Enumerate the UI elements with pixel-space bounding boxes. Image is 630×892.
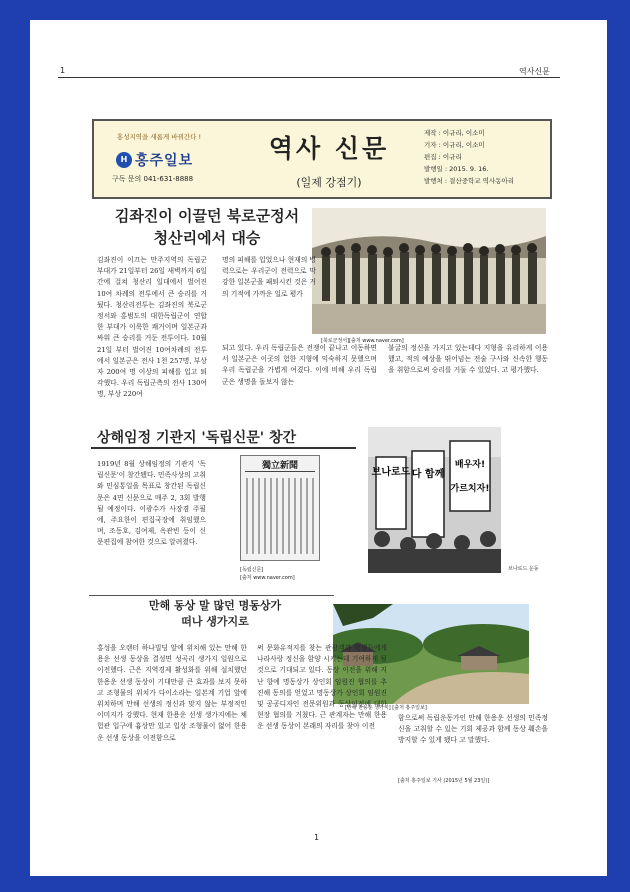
header-page-number: 1 [60, 66, 66, 75]
article3-source-note: [출처 홍주일보 기사 (2015년 5월 23일)] [398, 778, 490, 784]
masthead-info [424, 127, 514, 187]
birthplace-caption: [만해 한용운 생가지] [출처 홍주일보] [345, 705, 427, 711]
article3-column1: 홍성을 오랜터 하나빌딩 앞에 위치해 있는 만해 한용운 선생 동상을 결성면 성곡리 생가지 일원으로 이전했다. 근은 지역경제 활성화를 위해 설치했던 한용운 선생 동상이 기대만큼 큰 효과를 보지 못하고 조형물의 위치가 다이소라는 일본계 기업 앞에 위치하며 만해 선생의 정신과 맞지 않는 부정적인 이미지가 강했다. 현재 한용운 선생 생가지에는 체험관 입구에 흉상만 있고 입상 조형물이 없어 한용운 선생 동상을 이전함으로 [97, 644, 247, 742]
footer-page-number: 1 [314, 833, 320, 842]
independence-newspaper-image [240, 455, 320, 561]
article3-headline-line1: 만해 동상 말 많던 명동상가 [148, 599, 282, 612]
newspaper-text-lines [241, 474, 319, 558]
article2-headline-box [91, 425, 356, 449]
article1-headline-line1: 김좌진이 이끌던 북로군정서 [114, 207, 300, 225]
article3-column2: 써 문화유적지를 찾는 관광객과 학생들에게 나라사랑 정신을 함양 시키는데 기여하게 될 것으로 기대되고 있다. 동상 이전을 위해 지난 향에 명동상가 상인회 임원진 협의를 추진해 동의를 얻었고 명동상가 상인회 임원진 및 공공디자인 전문위원과 동상이전에 대한 현장 협의를 거쳤다. 근 관계자는 만해 한용운 선생 동상이 본래의 자리를 찾아 이전 [257, 644, 387, 731]
paper-title: 역사 신문 [268, 134, 390, 163]
header-divider [58, 77, 560, 78]
article1-column2: 명의 피해를 입었으나 현재의 병력으로는 우리군이 전력으로 막강한 일본군을 패퇴시킨 것은 거의 기적에 가까운 일로 평가 [222, 256, 316, 298]
sign-brnarod: 브나로드 [371, 467, 411, 478]
info-row: 기자 : 이규리, 이소미 [424, 141, 485, 149]
info-row: 발행일 : 2015. 9. 16. [424, 165, 489, 173]
article1-headline [97, 205, 317, 249]
masthead-ad [94, 121, 222, 197]
sign-teach: 가르치자! [450, 484, 490, 494]
army-photo-caption: [북로군정서][출처 www.naver.com] [321, 338, 404, 344]
article3-divider [89, 595, 334, 596]
vnarod-poster-photo [368, 427, 501, 573]
army-photo [312, 208, 546, 334]
newspaper-masthead: 獨立新聞 [245, 458, 315, 472]
article1-column4: 불굴의 정신을 가지고 있는데다 지형을 유리하게 이용했고, 적의 예상을 뛰어넘는 전술 구사와 신속한 행동을 취함으로써 승리를 거둘 수 있었다. 고 평가했다. [388, 344, 548, 375]
sign-together: 다 함께 [411, 469, 445, 480]
article1-column1: 김좌진이 이끄는 만주지역의 독립군 부대가 21일부터 26일 새벽까지 6일간에 걸쳐 청산리 일대에서 벌어진 10여 차례의 전투에서 큰 승리를 거뒀다. 청산리전투는 김좌진의 북로군정서와 홍범도의 대한독립군이 연합한 부대가 이룩한 쾌거이며 일본군과 싸워 큰 승리를 거둔 전투이다. 10월 21일 부터 벌어진 10여차례의 전투에서 일본군은 전사 1천 257명, 부상자 200여 명 이상의 피해를 입고 퇴각했다. 우리 독립군측의 전사 130여 명, 부상 220여 [97, 256, 207, 399]
article3-headline-line2: 떠나 생가지로 [181, 615, 249, 628]
logo-mark-icon: H [116, 152, 132, 168]
sign-learn: 배우자! [454, 460, 486, 470]
article3-column3: 함으로써 독립운동가인 만해 한용운 선생의 민족정신을 고취할 수 있는 기회 제공과 함께 동상 훼손을 방지할 수 있게 됐다 고 말했다. [398, 714, 548, 745]
newspaper-caption: [독립신문] [출처 www.naver.com] [240, 567, 295, 581]
article2-body: 1919년 8월 상해임정의 기관지 '독립신문'이 창간됐다. 민족사상의 고취와 민심통일을 목표로 창간된 독립신문은 4면 신문으로 매주 2, 3회 발행될 예정이다. 이광수가 사장겸 주필에, 주요한이 편집국장에 취임했으며, 조동호, 김여제, 옥관빈 등이 신문편집에 참여한 것으로 알려졌다. [97, 460, 206, 547]
header-paper-name: 역사신문 [519, 67, 550, 76]
vnarod-caption: 브나로드 운동 [508, 566, 539, 572]
hongju-logo [116, 149, 208, 171]
article1-headline-line2: 청산리에서 대승 [153, 229, 261, 247]
ad-tagline: 홍성지역을 새롭게 바꿔간다 ! [116, 133, 202, 141]
info-row: 발행처 : 결산중학교 역사동아리 [424, 177, 515, 185]
logo-text: 홍주일보 [135, 153, 194, 169]
paper-subtitle: (일제 강점기) [296, 176, 362, 189]
info-row: 편집 : 이규리 [424, 153, 462, 161]
masthead [92, 119, 552, 199]
article3-headline [130, 598, 300, 630]
article2-headline: 상해임정 기관지 '독립신문' 창간 [97, 430, 297, 446]
info-row: 제작 : 이규리, 이소미 [424, 129, 485, 137]
subscribe-contact: 구독 문의 041-631-8888 [112, 175, 194, 183]
article1-column3: 되고 있다. 우리 독립군들은 전쟁이 끝나고 이동하면서 일본군은 이곳의 험한 지형에 익숙하지 못했으며 우리 독립군을 가볍게 여겼다. 이에 비해 우리 독립군은 생명을 돌보지 않는 [222, 344, 377, 386]
